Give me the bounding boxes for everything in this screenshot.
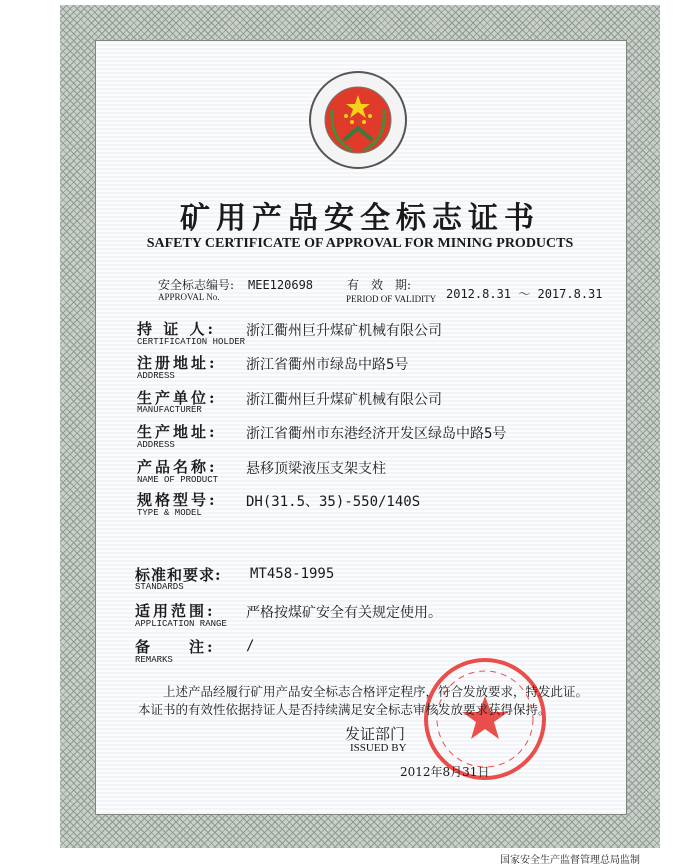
field-value: 悬移顶梁液压支架支柱: [246, 461, 386, 477]
issuer-label: 发证部门: [345, 725, 406, 743]
validity-value: 2012.8.31 ～ 2017.8.31: [446, 287, 603, 301]
field-value: MT458-1995: [250, 566, 335, 582]
validity-label-en: PERIOD OF VALIDITY: [346, 294, 437, 304]
field-label: 适用范围:: [135, 602, 216, 620]
issue-date: 2012年8月31日: [400, 765, 490, 779]
approval-value: MEE120698: [248, 278, 314, 292]
certificate-statement: 上述产品经履行矿用产品安全标志合格评定程序，符合发放要求，特发此证。本证书的有效性依据持证人是否持续满足安全标志审核发放要求获得保持。: [138, 684, 589, 717]
field-label-en: STANDARDS: [135, 582, 184, 592]
field-label: 规格型号:: [137, 491, 218, 509]
field-label-en: APPLICATION RANGE: [135, 619, 227, 629]
field-value: DH(31.5、35)-550/140S: [246, 494, 421, 510]
field-value: 浙江省衢州市绿岛中路5号: [246, 357, 409, 373]
field-label-en: NAME OF PRODUCT: [137, 475, 219, 485]
field-label: 持 证 人:: [137, 320, 216, 338]
field-label: 标准和要求:: [135, 566, 222, 584]
approval-label-en: APPROVAL No.: [158, 292, 220, 302]
field-label: 备 注:: [135, 638, 216, 656]
issuer-label-en: ISSUED BY: [350, 742, 407, 754]
field-label: 生产单位:: [137, 389, 218, 407]
field-label: 产品名称:: [137, 458, 218, 476]
field-label: 生产地址:: [137, 423, 218, 441]
certificate-subtitle: SAFETY CERTIFICATE OF APPROVAL FOR MINING PRODUCTS: [146, 236, 574, 251]
field-label-en: MANUFACTURER: [137, 405, 202, 415]
field-value: 浙江衢州巨升煤矿机械有限公司: [246, 392, 442, 408]
field-label-en: REMARKS: [135, 655, 173, 665]
field-label: 注册地址:: [137, 354, 218, 372]
field-value: /: [246, 638, 255, 654]
footer-supervisor: 国家安全生产监督管理总局监制: [500, 855, 640, 866]
field-value: 浙江省衢州市东港经济开发区绿岛中路5号: [246, 426, 507, 442]
field-label-en: TYPE & MODEL: [137, 508, 202, 518]
validity-label: 有 效 期:: [347, 278, 412, 292]
field-value: 浙江衢州巨升煤矿机械有限公司: [246, 323, 442, 339]
field-label-en: ADDRESS: [137, 371, 175, 381]
field-label-en: CERTIFICATION HOLDER: [137, 337, 246, 347]
state-emblem: [308, 70, 408, 170]
certificate-title: 矿用产品安全标志证书: [180, 201, 540, 236]
field-label-en: ADDRESS: [137, 440, 175, 450]
approval-label: 安全标志编号:: [158, 278, 235, 292]
field-value: 严格按煤矿安全有关规定使用。: [246, 605, 442, 621]
